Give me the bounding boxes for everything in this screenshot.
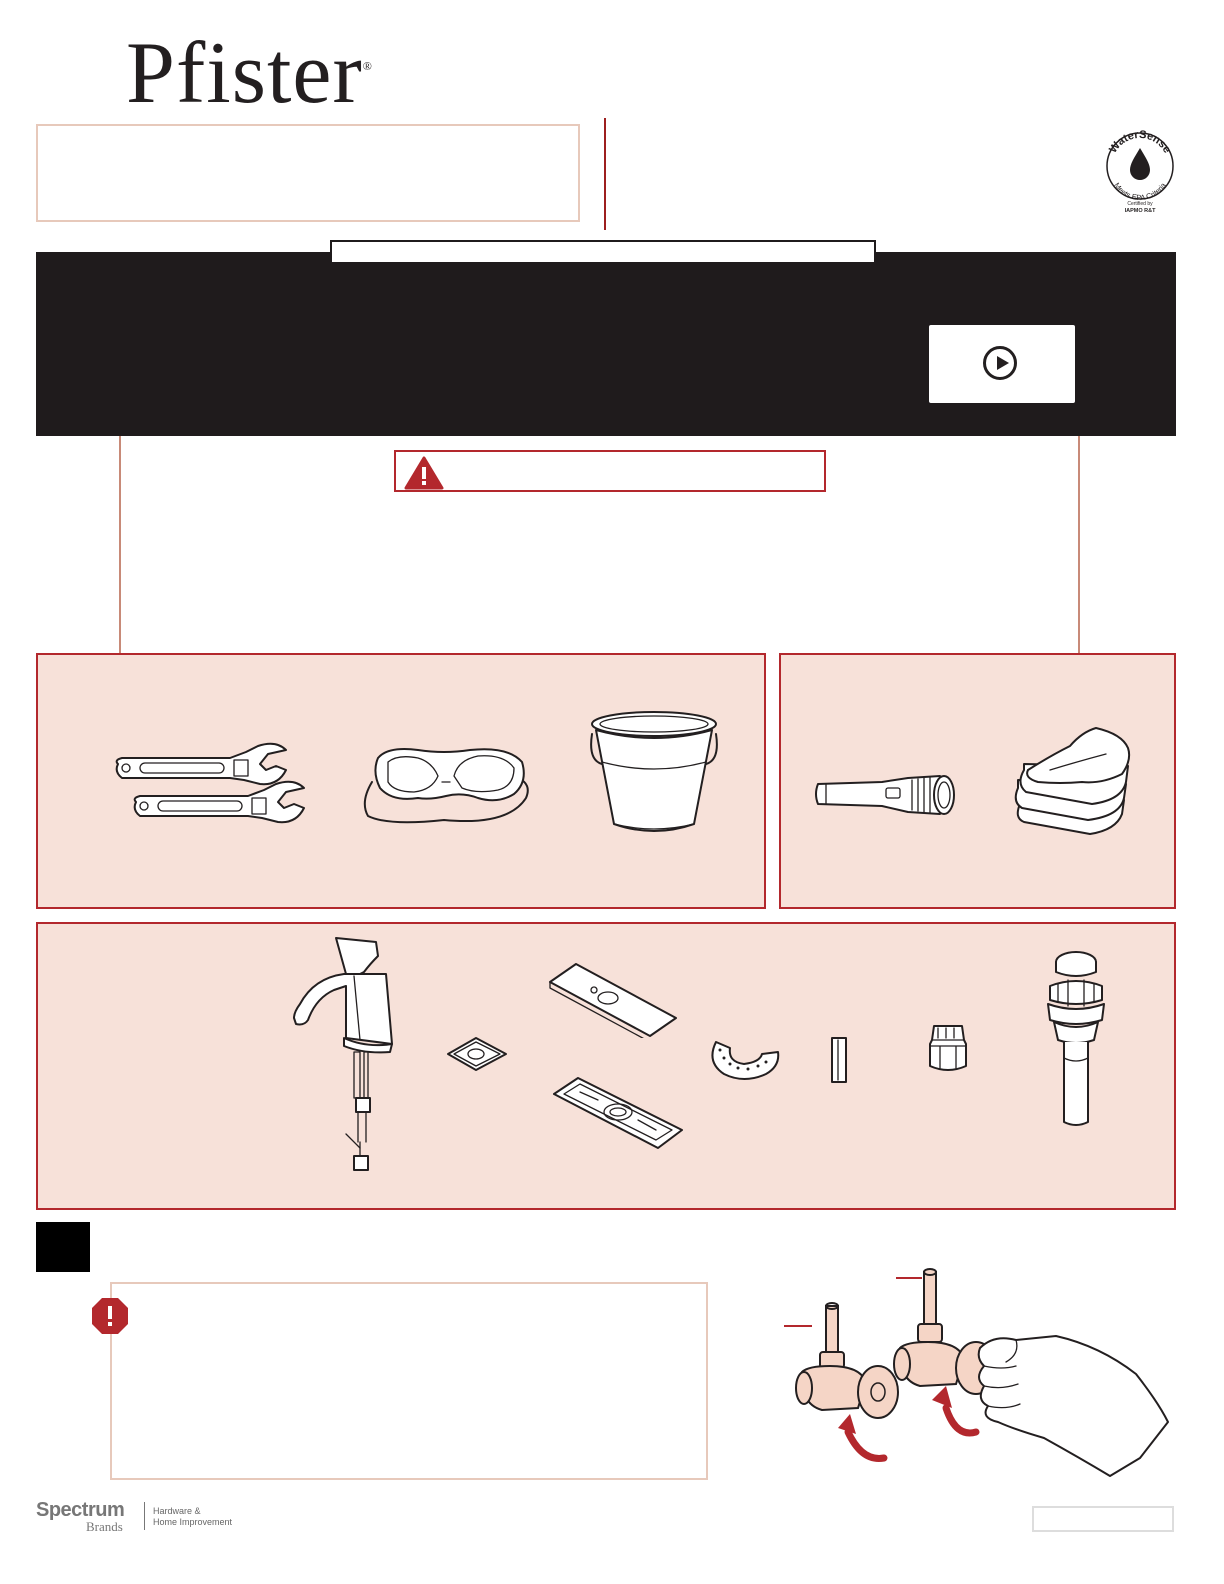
watersense-seal — [1100, 126, 1180, 216]
division-text — [153, 1506, 232, 1528]
warning-triangle-icon — [404, 456, 444, 490]
title-band-tab — [330, 240, 876, 264]
bucket-icon — [584, 706, 724, 838]
pop-up-drain-icon — [1042, 948, 1110, 1130]
watersense-seal-graphic — [1100, 126, 1180, 216]
spacer-icon — [828, 1034, 850, 1086]
certified-by-text: Certified by — [1127, 201, 1153, 207]
c-washer-icon — [704, 1032, 782, 1084]
registered-mark: ® — [362, 59, 373, 73]
safety-goggles-icon — [358, 742, 534, 828]
document-code-box — [1032, 1506, 1174, 1532]
adjustable-wrench-icon — [110, 740, 310, 832]
flashlight-icon — [812, 770, 958, 820]
company-sub-text: Brands — [86, 1519, 123, 1534]
header-divider — [604, 118, 606, 230]
division-line-1: Hardware & — [153, 1506, 201, 1516]
logo-text: Pfister — [126, 25, 363, 122]
watersense-sub-text: Meets EPA Criteria — [1112, 180, 1168, 203]
play-icon — [983, 346, 1017, 380]
warning-box — [394, 450, 826, 492]
video-button[interactable] — [929, 325, 1075, 403]
division-line-2: Home Improvement — [153, 1517, 233, 1527]
nut-icon — [926, 1020, 970, 1074]
svg-text:Meets EPA Criteria — [1112, 180, 1168, 202]
left-guide-line — [119, 436, 121, 654]
caution-box — [110, 1282, 708, 1480]
deck-plate-gasket-icon — [550, 1072, 686, 1154]
shutoff-valves-illustration — [780, 1262, 1176, 1482]
spectrum-brands-logo — [36, 1500, 124, 1533]
rags-icon — [1010, 726, 1134, 838]
step-1-marker — [36, 1222, 90, 1272]
faucet-icon — [290, 934, 398, 1178]
water-drop-icon — [1130, 148, 1150, 180]
deck-plate-icon — [546, 958, 680, 1038]
footer-divider — [144, 1502, 145, 1530]
model-info-box — [36, 124, 580, 222]
right-guide-line — [1078, 436, 1080, 654]
pfister-logo — [126, 25, 373, 122]
gasket-icon — [444, 1034, 510, 1074]
company-main-text: Spectrum — [36, 1499, 125, 1521]
watersense-arc-text: WaterSense — [1107, 128, 1173, 156]
caution-octagon-icon — [90, 1296, 130, 1336]
certifier-text: IAPMO R&T — [1124, 208, 1156, 214]
